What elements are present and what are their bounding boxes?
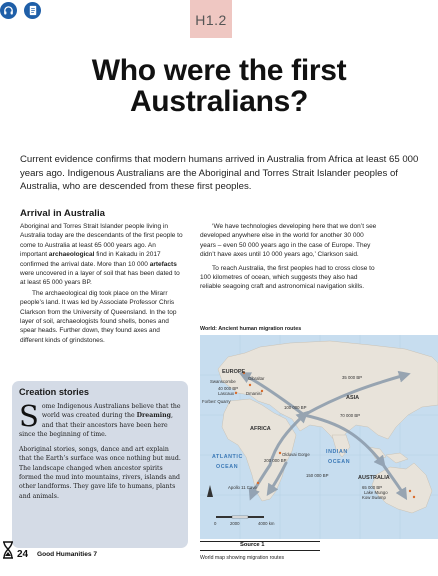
right-paragraph-1: ‘We have technologies developing here that we don’t see developed anywhere else in the world for another 30 000 years – even 50 000 years ago in the case of Europe. They didn’t have axes until 10 000 years ago,’ Clarkson said.: [200, 223, 377, 259]
page-title: [0, 55, 438, 117]
creation-paragraph-1: [19, 399, 181, 439]
drop-cap: S: [19, 399, 39, 433]
place-gibraltar: Gibraltar: [248, 376, 265, 381]
left-column: [20, 222, 183, 346]
headphones-icon: [3, 5, 14, 16]
place-lake-mungo: Lake Mungo: [364, 490, 388, 495]
document-icon[interactable]: [24, 2, 41, 19]
label-australia: AUSTRALIA: [358, 475, 390, 481]
creation-heading: Creation stories: [19, 387, 89, 397]
scale-mid: 2000: [230, 521, 240, 526]
migration-map[interactable]: [200, 335, 438, 539]
left-paragraph-2: The archaeological dig took place on the Mirarr people’s land. It was led by Associate Professor Chris Clarkson from the University of Queensland. In the top layer of soil, archaeologists found shells, bones and spear heads. Further down, they found axes and different kinds of grindstones.: [20, 289, 177, 344]
place-apollo-cave: Apollo 11 Cave: [228, 485, 257, 490]
text-run: were uncovered in a layer of soil that has been dated to at least 65 000 years BP.: [20, 270, 180, 287]
creation-paragraph-2: Aboriginal stories, songs, dance and art explain that the Earth’s surface was once nothing but mud. The landscape changed when ancestor spirits formed the mud into mountains, rivers, islands and other landforms. They gave life to humans, plants and animals.: [19, 446, 181, 500]
keyword-dreaming[interactable]: Dreaming: [136, 412, 171, 420]
right-column: [200, 222, 380, 293]
place-olduvai: Olduvai Gorge: [282, 452, 310, 457]
scale-bar: [216, 516, 264, 518]
place-dmanisi: Dmanisi: [246, 391, 262, 396]
date-65000: 65 000 BP: [362, 485, 383, 490]
map-graphic: [200, 335, 438, 539]
page-title-line1: Who were the first: [91, 54, 347, 87]
page-number: 24: [17, 549, 29, 560]
place-forbes-quarry: Forbes’ Quarry: [202, 399, 231, 404]
section-code: H1.2: [195, 12, 227, 28]
section-tab: [190, 0, 232, 38]
place-lascaux: Lascaux: [218, 391, 235, 396]
date-35000: 35 000 BP: [342, 375, 363, 380]
audio-icon[interactable]: [0, 2, 17, 19]
label-atlantic-2: OCEAN: [216, 464, 239, 470]
keyword-archaeological[interactable]: archaeological: [48, 251, 95, 259]
date-150000: 150 000 BP: [306, 473, 329, 478]
label-indian-1: INDIAN: [326, 449, 348, 455]
label-europe: EUROPE: [222, 369, 246, 375]
map-caption: World map showing migration routes: [200, 555, 285, 561]
creation-stories-panel: [12, 381, 188, 548]
date-40000: 40 000 BP: [218, 386, 239, 391]
text-run: find in Kakadu in 2017 confirmed the arrival date. More than 10 000: [20, 251, 161, 268]
place-swanscombe: Swanscombe: [210, 379, 236, 384]
page-icon: [28, 5, 38, 16]
label-africa: AFRICA: [250, 426, 271, 432]
label-atlantic-1: ATLANTIC: [212, 454, 243, 460]
section-heading: Arrival in Australia: [20, 208, 105, 219]
keyword-artefacts[interactable]: artefacts: [149, 260, 177, 268]
text-run: , and that their ancestors have been here since the beginning of time.: [19, 412, 173, 438]
label-indian-2: OCEAN: [328, 459, 351, 465]
scale-end: 4000 km: [258, 521, 275, 526]
label-asia: ASIA: [346, 395, 360, 401]
page-title-line2: Australians?: [129, 85, 309, 118]
book-title: Good Humanities 7: [37, 551, 98, 558]
place-kow-swamp: Kow Swamp: [362, 495, 386, 500]
hourglass-icon: [2, 541, 14, 559]
caption-rule: [200, 550, 320, 551]
date-70000: 70 000 BP: [340, 413, 361, 418]
scale-zero: 0: [214, 521, 217, 526]
map-title: World: Ancient human migration routes: [200, 326, 302, 332]
left-paragraph-1: [20, 222, 183, 288]
source-label: Source 1: [240, 542, 265, 548]
text-run: Aboriginal and Torres Strait Islander people living in Australia today are the descendants of the first people to come to Australia at least 65 000 years ago. An important: [20, 223, 183, 259]
intro-paragraph: Current evidence confirms that modern humans arrived in Australia from Africa at least 65 000 years ago. Indigenous Australians are the Aboriginal and Torres Strait Islander peoples of Australia, who are descended from these first peoples.: [20, 154, 419, 192]
right-paragraph-2: To reach Australia, the first peoples had to cross close to 100 kilometres of ocean, which suggests they also had reliable seagoing craft and astronomical navigation skills.: [200, 264, 375, 291]
date-200000: 200 000 BP: [264, 458, 287, 463]
text-run: ome Indigenous Australians believe that the world was created during the: [41, 403, 181, 420]
date-100000: 100 000 BP: [284, 405, 307, 410]
north-arrow-icon: [207, 485, 213, 497]
